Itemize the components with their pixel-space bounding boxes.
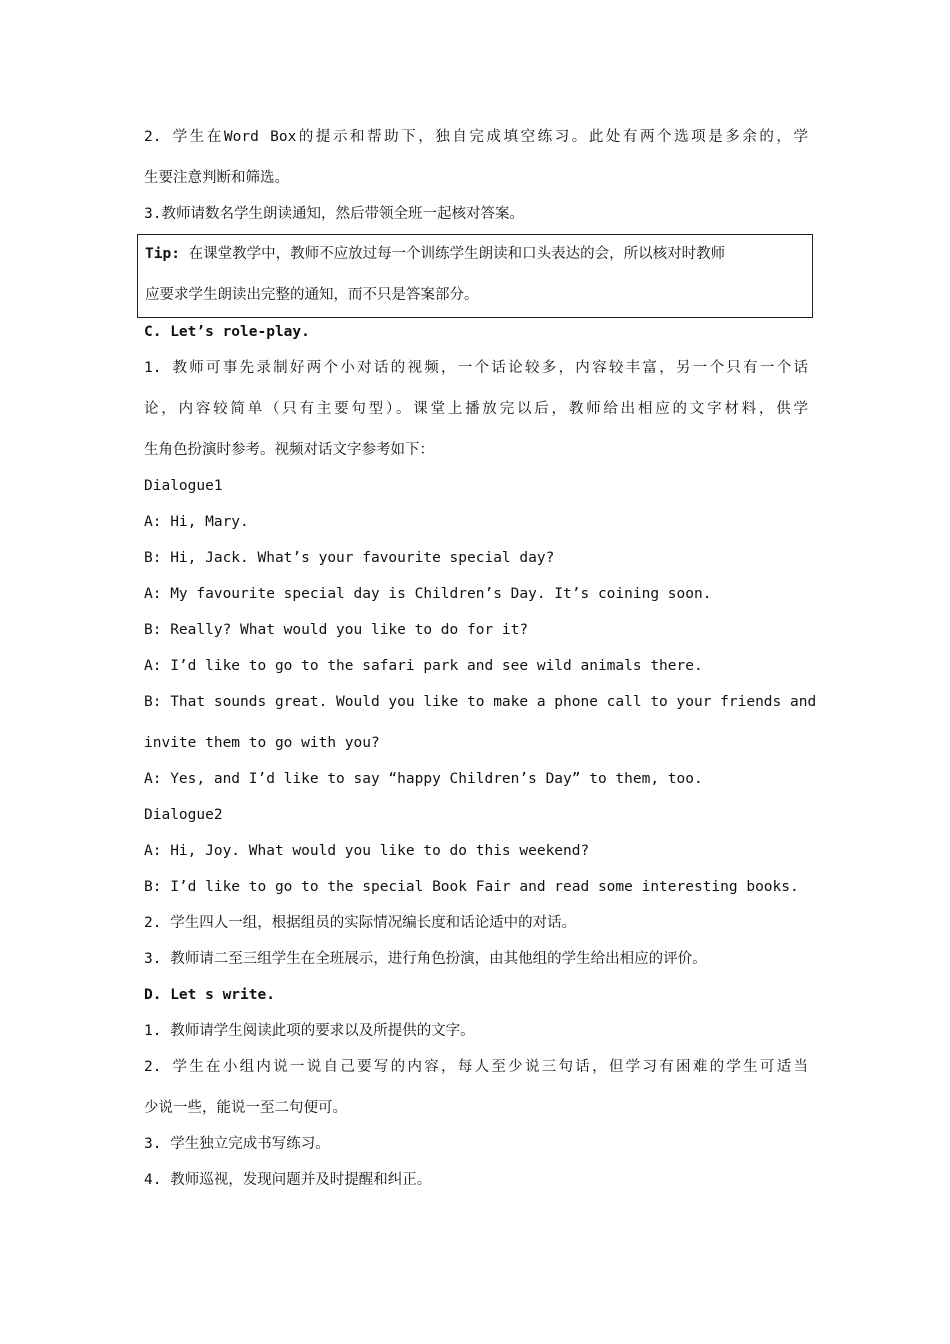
- section-d-heading: D. Let s write.: [144, 987, 275, 1003]
- dialogue-1-line: A: Yes, and I’d like to say “happy Children’s Day” to them, too.: [144, 771, 703, 787]
- dialogue-2-line: A: Hi, Joy. What would you like to do this weekend?: [144, 843, 590, 859]
- dialogue-1-line: invite them to go with you?: [144, 735, 380, 751]
- section-c-step-1-line-3: 生角色扮演时参考。视频对话文字参考如下：: [144, 442, 434, 458]
- dialogue-2-title: Dialogue2: [144, 807, 223, 823]
- dialogue-1-line: B: Really? What would you like to do for it?: [144, 622, 529, 638]
- tip-line-2: 应要求学生朗读出完整的通知，而不只是答案部分。: [145, 287, 479, 303]
- section-d-step-2-line-1: 2. 学生在小组内说一说自己要写的内容，每人至少说三句话，但学习有困难的学生可适当: [144, 1059, 808, 1075]
- dialogue-1-title: Dialogue1: [144, 478, 223, 494]
- section-d-step-4: 4. 教师巡视，发现问题并及时提醒和纠正。: [144, 1172, 432, 1188]
- tip-line-1: [145, 244, 805, 264]
- intro-step-2-line-1: 2. 学生在Word Box的提示和帮助下，独自完成填空练习。此处有两个选项是多余的，学: [144, 129, 808, 145]
- tip-box: [137, 234, 813, 318]
- section-c-heading: C. Let’s role-play.: [144, 324, 310, 340]
- tip-label: Tip:: [145, 246, 180, 262]
- section-d-step-2-line-2: 少说一些，能说一至二句便可。: [144, 1100, 347, 1116]
- dialogue-1-line: A: My favourite special day is Children’s Day. It’s coining soon.: [144, 586, 712, 602]
- intro-step-2-line-2: 生要注意判断和筛选。: [144, 170, 289, 186]
- tip-text-1: 在课堂教学中，教师不应放过每一个训练学生朗读和口头表达的会，所以核对时教师: [179, 246, 726, 262]
- dialogue-1-line: B: That sounds great. Would you like to make a phone call to your friends and: [144, 694, 817, 710]
- section-d-step-1: 1. 教师请学生阅读此项的要求以及所提供的文字。: [144, 1023, 475, 1039]
- section-c-step-1-line-2: 论，内容较简单（只有主要句型）。课堂上播放完以后，教师给出相应的文字材料，供学: [144, 401, 808, 417]
- section-d-step-3: 3. 学生独立完成书写练习。: [144, 1136, 330, 1152]
- dialogue-1-line: B: Hi, Jack. What’s your favourite special day?: [144, 550, 555, 566]
- section-c-step-3: 3. 教师请二至三组学生在全班展示，进行角色扮演，由其他组的学生给出相应的评价。: [144, 951, 707, 967]
- dialogue-1-line: A: Hi, Mary.: [144, 514, 249, 530]
- section-c-step-1-line-1: 1. 教师可事先录制好两个小对话的视频，一个话论较多，内容较丰富，另一个只有一个话: [144, 360, 808, 376]
- dialogue-1-line: A: I’d like to go to the safari park and see wild animals there.: [144, 658, 703, 674]
- section-c-step-2: 2. 学生四人一组，根据组员的实际情况编长度和话论适中的对话。: [144, 915, 577, 931]
- dialogue-2-line: B: I’d like to go to the special Book Fair and read some interesting books.: [144, 879, 799, 895]
- intro-step-3: 3.教师请数名学生朗读通知，然后带领全班一起核对答案。: [144, 206, 524, 222]
